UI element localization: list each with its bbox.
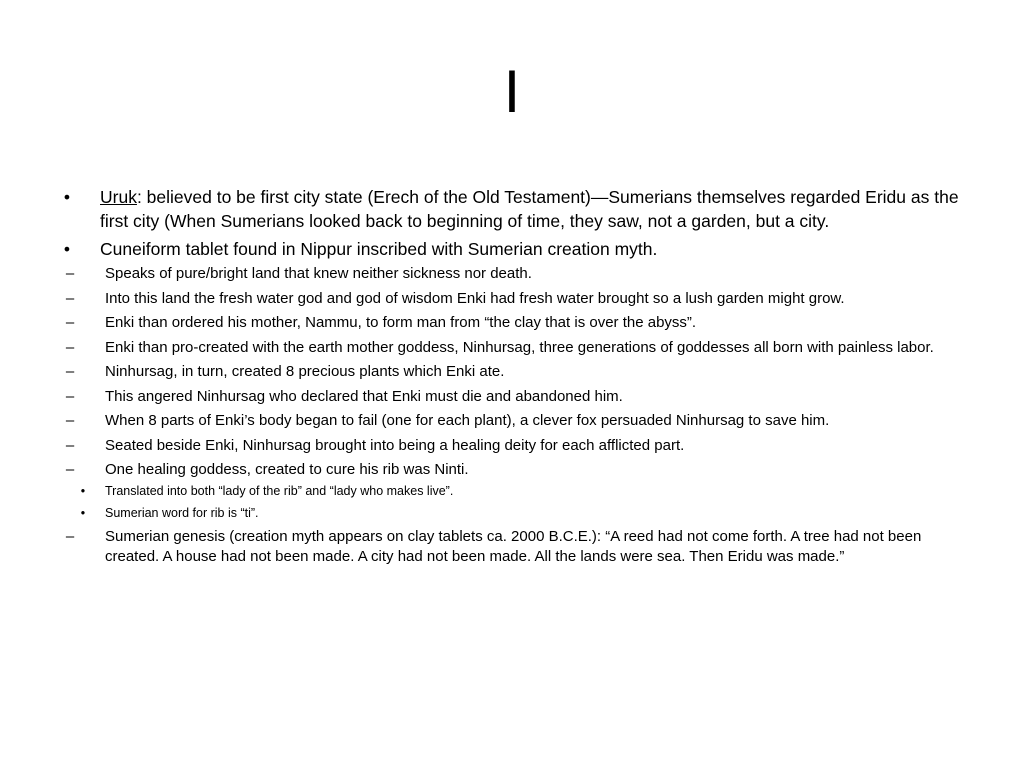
- sub-bullet-precious-plants: [60, 362, 970, 383]
- sub-bullet-healing-deity: [60, 436, 970, 457]
- dash-marker: –: [65, 387, 75, 405]
- sub-sub-bullet-text: Translated into both “lady of the rib” and “lady who makes live”.: [105, 483, 454, 498]
- sub-bullet-text: One healing goddess, created to cure his rib was Ninti.: [105, 461, 469, 478]
- dash-marker: –: [65, 265, 75, 282]
- sub-bullet-ninti: [60, 460, 970, 522]
- dash-marker: –: [65, 436, 75, 454]
- dash-marker: –: [65, 412, 75, 429]
- bullet-cuneiform: [60, 237, 970, 568]
- cuneiform-text: Cuneiform tablet found in Nippur inscribed with Sumerian creation myth.: [100, 239, 658, 259]
- bullet-marker: •: [80, 505, 86, 520]
- sub-sub-bullet-list: [60, 483, 970, 522]
- sub-bullet-text: Enki than pro-created with the earth mother goddess, Ninhursag, three generations of goddesses all born with painless labor.: [105, 338, 934, 356]
- sub-bullet-clever-fox: [60, 411, 970, 432]
- sub-bullet-angered: [60, 387, 970, 408]
- bullet-uruk: [60, 185, 970, 233]
- sub-bullet-text: Speaks of pure/bright land that knew neither sickness nor death.: [105, 265, 532, 282]
- bullet-list: [60, 185, 970, 568]
- sub-bullet-list: [60, 264, 970, 568]
- slide-title: I: [503, 58, 521, 125]
- bullet-marker: •: [80, 483, 86, 498]
- sub-bullet-text: This angered Ninhursag who declared that Enki must die and abandoned him.: [105, 387, 623, 405]
- sub-bullet-ninhursag-goddesses: [60, 338, 970, 359]
- sub-sub-bullet-translated: [60, 483, 970, 500]
- sub-bullet-text: Enki than ordered his mother, Nammu, to form man from “the clay that is over the abyss”.: [105, 314, 697, 331]
- dash-marker: –: [65, 314, 75, 331]
- dash-marker: –: [65, 461, 75, 478]
- sub-bullet-fresh-water: [60, 289, 970, 310]
- sub-sub-bullet-text: Sumerian word for rib is “ti”.: [105, 505, 259, 520]
- sub-bullet-sumerian-genesis: [60, 527, 970, 568]
- dash-marker: –: [65, 527, 75, 545]
- dash-marker: –: [65, 338, 75, 356]
- uruk-text: : believed to be first city state (Erech of the Old Testament)—Sumerians themselves regarded Eridu as the first city (When Sumerians looked back to beginning of time, they saw, not a garden, but a city.: [100, 187, 959, 231]
- slide-body: [60, 185, 970, 572]
- sub-bullet-text: When 8 parts of Enki’s body began to fail (one for each plant), a clever fox persuaded Ninhursag to save him.: [105, 412, 830, 429]
- sub-bullet-pure-land: [60, 264, 970, 285]
- uruk-term: Uruk: [100, 187, 137, 207]
- sub-bullet-text: Sumerian genesis (creation myth appears on clay tablets ca. 2000 B.C.E.): “A reed had not come forth. A tree had not been created. A house had not been made. A city had not been made. All the lands were sea. Then Eridu was made.”: [105, 527, 922, 565]
- sub-bullet-text: Into this land the fresh water god and god of wisdom Enki had fresh water brought so a lush garden might grow.: [105, 289, 845, 307]
- bullet-marker: •: [63, 187, 71, 207]
- sub-sub-bullet-rib-word: [60, 505, 970, 522]
- sub-bullet-text: Ninhursag, in turn, created 8 precious plants which Enki ate.: [105, 363, 505, 380]
- sub-bullet-nammu: [60, 313, 970, 334]
- dash-marker: –: [65, 363, 75, 380]
- sub-bullet-text: Seated beside Enki, Ninhursag brought into being a healing deity for each afflicted part.: [105, 436, 685, 454]
- dash-marker: –: [65, 289, 75, 307]
- bullet-marker: •: [63, 239, 71, 259]
